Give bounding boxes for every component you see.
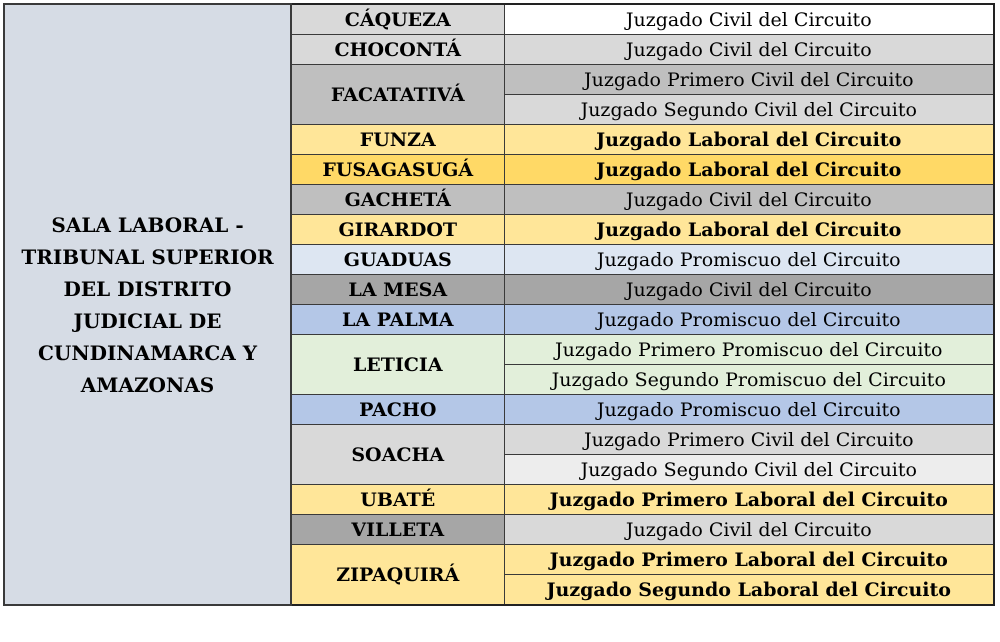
courts-table-body bbox=[4, 4, 994, 605]
sala-laboral-label: SALA LABORAL - TRIBUNAL SUPERIOR DEL DISTRITO JUDICIAL DE CUNDINAMARCA Y AMAZONAS bbox=[4, 4, 291, 605]
court-name-cell: Juzgado Laboral del Circuito bbox=[504, 125, 994, 155]
court-name-cell: Juzgado Primero Civil del Circuito bbox=[504, 425, 994, 455]
court-name-cell: Juzgado Civil del Circuito bbox=[504, 185, 994, 215]
table-row bbox=[4, 4, 994, 35]
court-name-cell: Juzgado Civil del Circuito bbox=[504, 4, 994, 35]
circuit-city-cell: CÁQUEZA bbox=[291, 4, 504, 35]
circuit-city-cell: LETICIA bbox=[291, 335, 504, 395]
circuit-city-cell: GUADUAS bbox=[291, 245, 504, 275]
circuit-city-cell: FACATATIVÁ bbox=[291, 65, 504, 125]
circuit-city-cell: SOACHA bbox=[291, 425, 504, 485]
court-name-cell: Juzgado Primero Laboral del Circuito bbox=[504, 485, 994, 515]
circuit-city-cell: GIRARDOT bbox=[291, 215, 504, 245]
court-name-cell: Juzgado Civil del Circuito bbox=[504, 515, 994, 545]
court-name-cell: Juzgado Segundo Laboral del Circuito bbox=[504, 575, 994, 606]
court-name-cell: Juzgado Promiscuo del Circuito bbox=[504, 395, 994, 425]
circuit-city-cell: FUSAGASUGÁ bbox=[291, 155, 504, 185]
circuit-city-cell: CHOCONTÁ bbox=[291, 35, 504, 65]
court-name-cell: Juzgado Laboral del Circuito bbox=[504, 155, 994, 185]
court-name-cell: Juzgado Primero Civil del Circuito bbox=[504, 65, 994, 95]
court-name-cell: Juzgado Promiscuo del Circuito bbox=[504, 305, 994, 335]
circuit-city-cell: LA MESA bbox=[291, 275, 504, 305]
court-name-cell: Juzgado Civil del Circuito bbox=[504, 35, 994, 65]
circuit-city-cell: ZIPAQUIRÁ bbox=[291, 545, 504, 606]
circuit-city-cell: FUNZA bbox=[291, 125, 504, 155]
court-name-cell: Juzgado Laboral del Circuito bbox=[504, 215, 994, 245]
court-name-cell: Juzgado Segundo Civil del Circuito bbox=[504, 95, 994, 125]
court-name-cell: Juzgado Primero Laboral del Circuito bbox=[504, 545, 994, 575]
circuit-city-cell: LA PALMA bbox=[291, 305, 504, 335]
circuit-city-cell: PACHO bbox=[291, 395, 504, 425]
court-name-cell: Juzgado Civil del Circuito bbox=[504, 275, 994, 305]
circuit-city-cell: VILLETA bbox=[291, 515, 504, 545]
court-name-cell: Juzgado Promiscuo del Circuito bbox=[504, 245, 994, 275]
circuit-city-cell: UBATÉ bbox=[291, 485, 504, 515]
court-name-cell: Juzgado Segundo Promiscuo del Circuito bbox=[504, 365, 994, 395]
courts-table bbox=[3, 3, 995, 606]
court-name-cell: Juzgado Primero Promiscuo del Circuito bbox=[504, 335, 994, 365]
circuit-city-cell: GACHETÁ bbox=[291, 185, 504, 215]
court-name-cell: Juzgado Segundo Civil del Circuito bbox=[504, 455, 994, 485]
